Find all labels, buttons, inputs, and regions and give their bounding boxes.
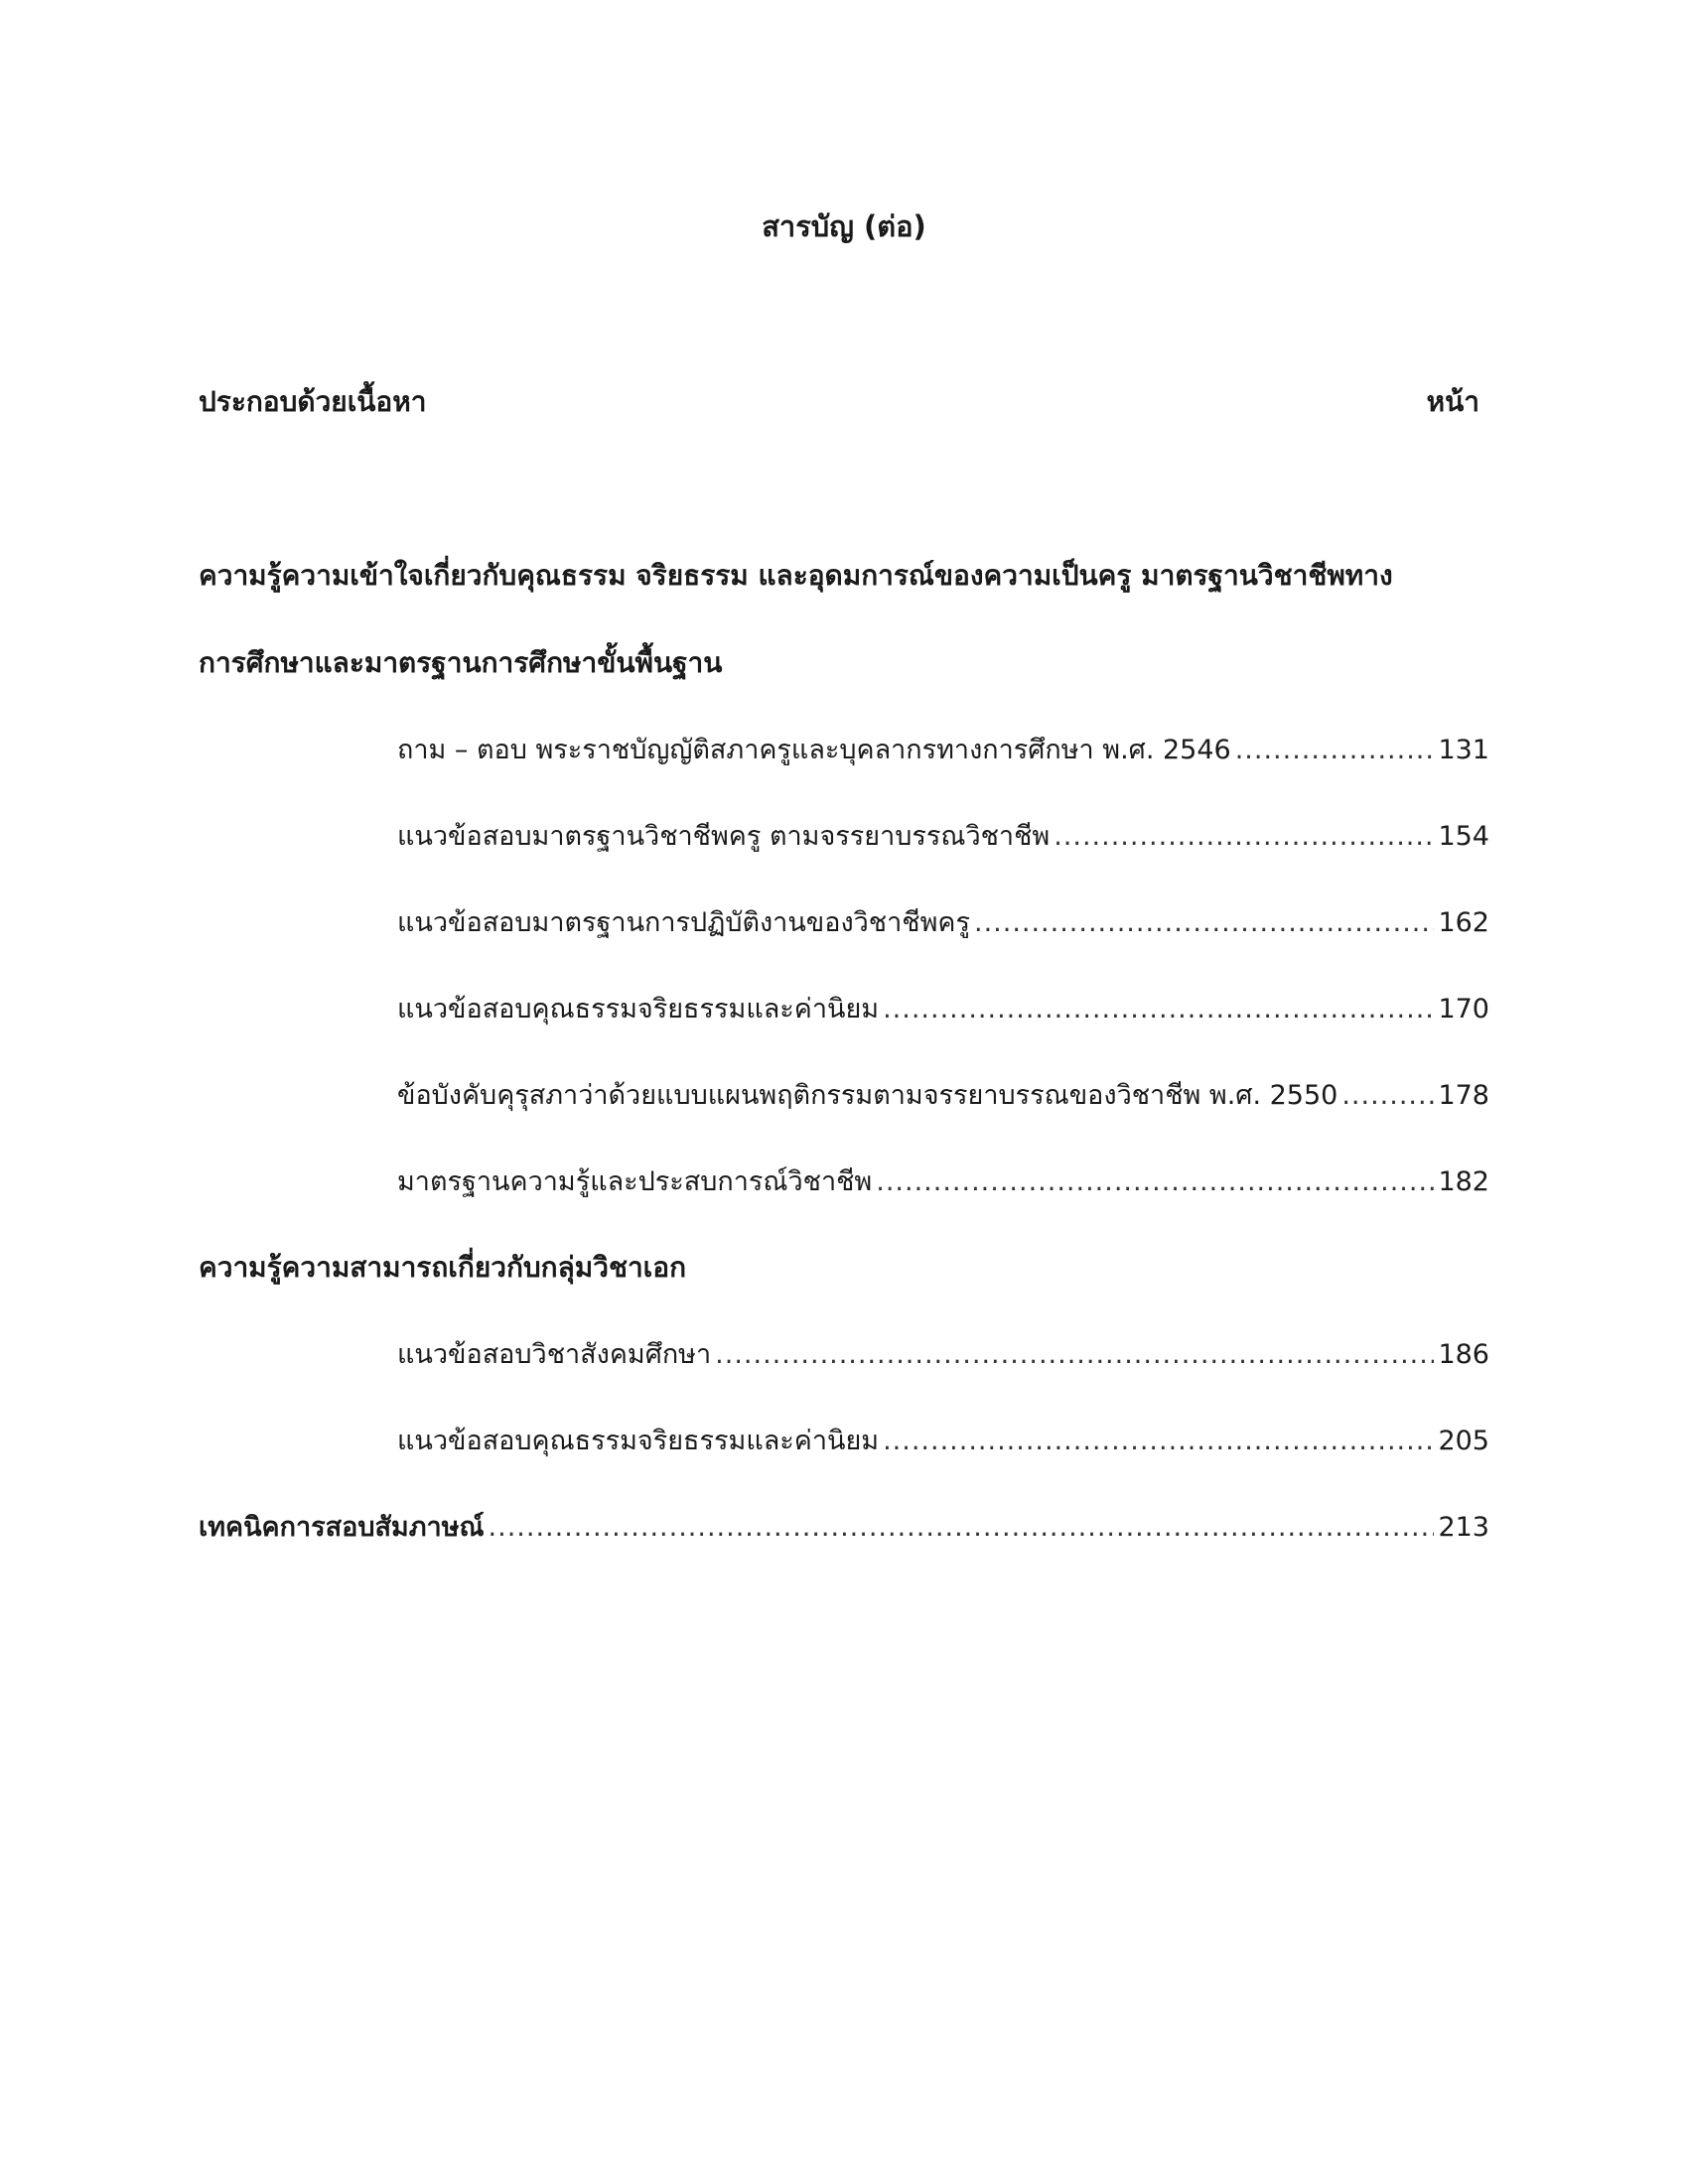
toc-entry-label: เทคนิคการสอบสัมภาษณ์ <box>199 1512 485 1543</box>
toc-entry-label: ถาม – ตอบ พระราชบัญญัติสภาครูและบุคลากรทางการศึกษา พ.ศ. 2546 <box>397 735 1231 765</box>
toc-entry-page: 131 <box>1438 735 1489 765</box>
toc-entry-top-level[interactable] <box>199 1505 1489 1548</box>
page-title: สารบัญ (ต่อ) <box>762 209 926 243</box>
toc-entry[interactable] <box>397 900 1489 943</box>
toc-entry-page: 213 <box>1438 1512 1489 1543</box>
toc-entry[interactable] <box>397 987 1489 1029</box>
page-column-header: หน้า <box>1426 385 1479 418</box>
toc-entry-label: แนวข้อสอบมาตรฐานวิชาชีพครู ตามจรรยาบรรณวิชาชีพ <box>397 821 1051 852</box>
dot-leader <box>489 1512 1435 1543</box>
toc-entry-label: มาตรฐานความรู้และประสบการณ์วิชาชีพ <box>397 1166 873 1197</box>
toc-entry-page: 162 <box>1438 907 1489 938</box>
toc-entry-label: แนวข้อสอบคุณธรรมจริยธรรมและค่านิยม <box>397 1426 880 1456</box>
section-heading-continued: การศึกษาและมาตรฐานการศึกษาขั้นพื้นฐาน <box>199 646 723 679</box>
toc-entry[interactable] <box>397 728 1489 770</box>
toc-entry-page: 178 <box>1438 1080 1489 1111</box>
section-heading: ความรู้ความสามารถเกี่ยวกับกลุ่มวิชาเอก <box>199 1251 687 1284</box>
toc-entry[interactable] <box>397 814 1489 857</box>
toc-entry-label: ข้อบังคับคุรุสภาว่าด้วยแบบแผนพฤติกรรมตามจรรยาบรรณของวิชาชีพ พ.ศ. 2550 <box>397 1080 1338 1111</box>
dot-leader <box>974 907 1434 938</box>
dot-leader <box>1054 821 1434 852</box>
toc-entry-page: 186 <box>1438 1339 1489 1370</box>
dot-leader <box>1341 1080 1434 1111</box>
toc-entry[interactable] <box>397 1073 1489 1116</box>
dot-leader <box>883 994 1434 1024</box>
contents-column-header: ประกอบด้วยเนื้อหา <box>199 385 427 418</box>
toc-entry-page: 154 <box>1438 821 1489 852</box>
dot-leader <box>715 1339 1434 1370</box>
toc-entry-page: 205 <box>1438 1426 1489 1456</box>
toc-entry[interactable] <box>397 1419 1489 1461</box>
toc-entry-page: 182 <box>1438 1166 1489 1197</box>
toc-entry-label: แนวข้อสอบวิชาสังคมศึกษา <box>397 1339 712 1370</box>
toc-entry-label: แนวข้อสอบมาตรฐานการปฏิบัติงานของวิชาชีพครู <box>397 907 970 938</box>
dot-leader <box>883 1426 1434 1456</box>
dot-leader <box>876 1166 1434 1197</box>
dot-leader <box>1235 735 1435 765</box>
toc-entry-label: แนวข้อสอบคุณธรรมจริยธรรมและค่านิยม <box>397 994 880 1024</box>
toc-entry-page: 170 <box>1438 994 1489 1024</box>
toc-entry[interactable] <box>397 1332 1489 1375</box>
section-heading: ความรู้ความเข้าใจเกี่ยวกับคุณธรรม จริยธรรม และอุดมการณ์ของความเป็นครู มาตรฐานวิชาชีพทาง <box>199 559 1393 592</box>
toc-entry[interactable] <box>397 1160 1489 1202</box>
